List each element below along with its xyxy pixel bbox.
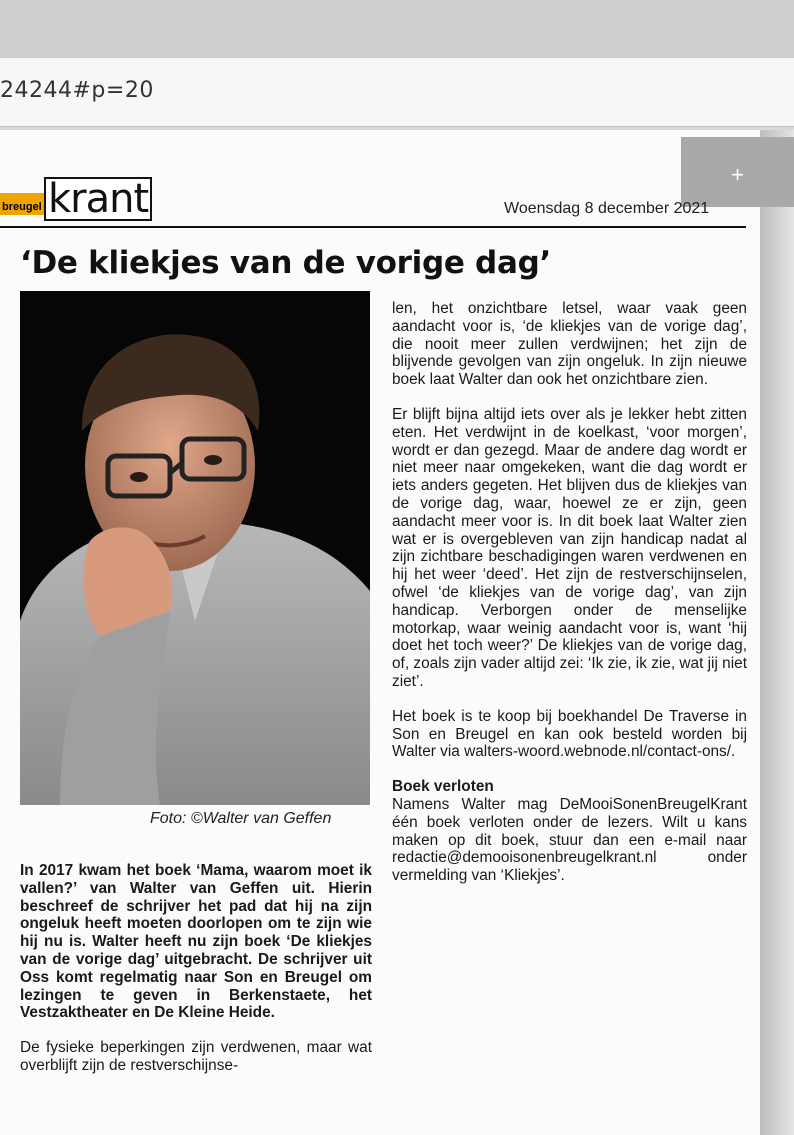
url-text[interactable]: 24244#p=20: [0, 78, 154, 103]
subheading-boek-verloten: Boek verloten: [392, 778, 494, 796]
article-headline: ‘De kliekjes van de vorige dag’: [20, 245, 551, 281]
page-edge: [760, 130, 794, 1135]
right-paragraph-1: len, het onzichtbare letsel, waar vaak geen aandacht voor is, ‘de kliekjes van de vorige dag’, die nooit meer zullen verdwijnen; het zijn de blijvende gevolgen van zijn ongeluk. In zijn nieuwe boek laat Walter dan ook het onzichtbare zien.: [392, 300, 747, 389]
browser-top-bar: [0, 0, 794, 58]
issue-date: Woensdag 8 december 2021: [504, 200, 710, 217]
right-paragraph-3: Het boek is te koop bij boekhandel De Traverse in Son en Breugel en kan ook besteld worden bij Walter via walters-woord.webnode.nl/contact-ons/.: [392, 707, 747, 761]
right-column: [392, 300, 747, 902]
left-paragraph: De fysieke beperkingen zijn verdwenen, maar wat overblijft zijn de restverschijnse-: [20, 1039, 372, 1074]
right-paragraph-2: Er blijft bijna altijd iets over als je lekker hebt zitten eten. Het verdwijnt in de koelkast, ‘voor morgen’, wordt er dan gezegd. Maar de andere dag wordt er niet meer naar omgekeken, want die dag wordt er iets anders gegeten. Het blijven dus de kliekjes van de vorige dag, waar, hoewel ze er zijn, geen aandacht meer voor is. In dit boek laat Walter zien wat er is overgebleven van zijn handicap nadat al zijn zichtbare beschadigingen waren verdwenen en hij het weer ‘deed’. Het zijn de restverschijnselen, ofwel ‘de kliekjes van de vorige dag’, van zijn handicap. Verborgen onder de menselijke motorkap, waar weinig aandacht voor is, want ‘hij doet het toch weer?’ De kliekjes van de vorige dag, of, zoals zijn vader altijd zei: ‘Ik zie, ik zie, wat jij niet ziet’.: [392, 405, 747, 690]
logo-krant: krant: [44, 177, 152, 221]
zoom-plus-button[interactable]: [681, 137, 794, 207]
photo-caption: Foto: ©Walter van Geffen: [150, 810, 332, 827]
right-paragraph-4: Namens Walter mag DeMooiSonenBreugelKrant één boek verloten onder de lezers. Wilt u kans maken op dit boek, stuur dan een e-mail naar redactie@demooisonenbreugelkrant.nl onder vermelding van ‘Kliekjes’.: [392, 795, 747, 885]
left-column: [20, 862, 372, 1092]
masthead-rule: [0, 226, 746, 228]
address-bar[interactable]: [0, 58, 794, 127]
logo-small: breugel: [0, 193, 48, 215]
plus-icon[interactable]: +: [731, 162, 744, 187]
intro-paragraph: In 2017 kwam het boek ‘Mama, waarom moet ik vallen?’ van Walter van Geffen uit. Hierin beschreef de schrijver het pad dat hij na zijn ongeluk heeft moeten doorlopen om te zijn wie hij nu is. Walter heeft nu zijn boek ‘De kliekjes van de vorige dag’ uitgebracht. De schrijver uit Oss komt regelmatig naar Son en Breugel om lezingen te geven in Berkenstaete, het Vestzaktheater en De Kleine Heide.: [20, 862, 372, 1022]
portrait-illustration: [20, 291, 370, 805]
author-photo: [20, 291, 370, 805]
